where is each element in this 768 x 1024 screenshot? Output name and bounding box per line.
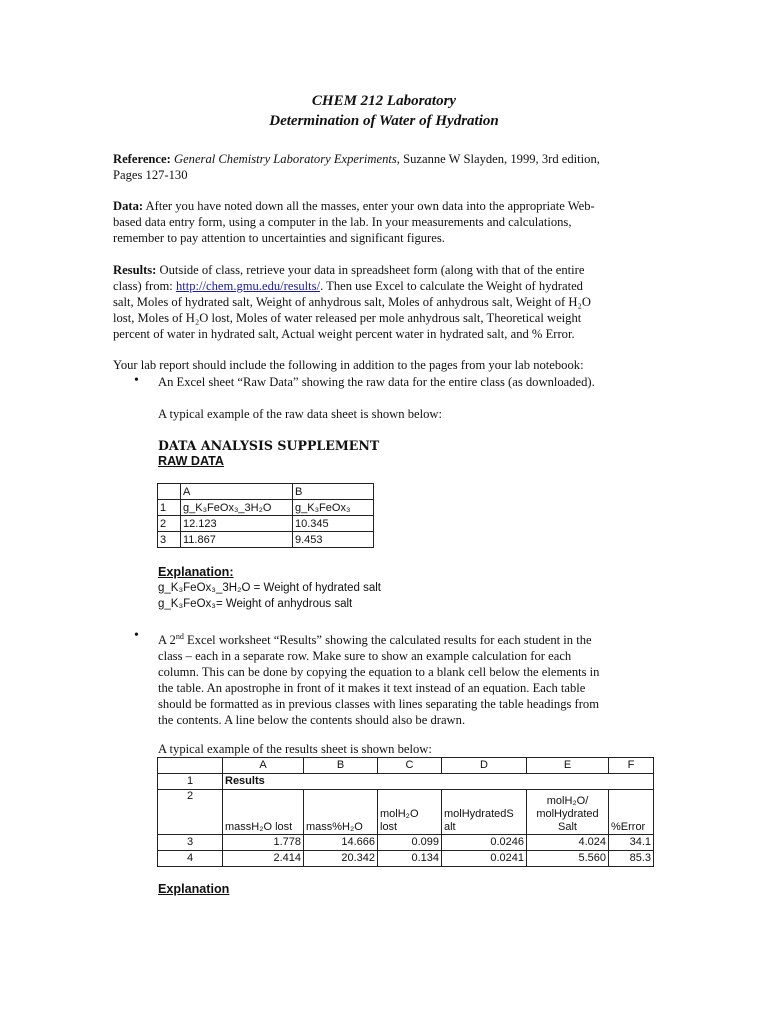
table-cell: B	[304, 758, 378, 774]
table-cell: 5.560	[527, 851, 609, 867]
table-cell: A	[181, 484, 293, 500]
table-cell	[378, 790, 442, 835]
results-table	[157, 757, 654, 867]
table-cell	[442, 790, 527, 835]
table-cell	[158, 484, 181, 500]
table-cell: 3	[158, 835, 223, 851]
results-label: Results:	[113, 263, 157, 277]
course-title: CHEM 212 Laboratory	[311, 93, 457, 109]
table-cell: 0.134	[378, 851, 442, 867]
table-cell: 9.453	[293, 532, 374, 548]
table-cell: mass%H₂O	[304, 790, 378, 835]
data-line-3: remember to pay attention to uncertainties and significant figures.	[113, 231, 445, 245]
table-cell: 85.3	[609, 851, 654, 867]
bullet-2-line-1-pre: A 2	[158, 633, 176, 648]
supplement-heading: DATA ANALYSIS SUPPLEMENT	[158, 438, 380, 453]
reference-label: Reference:	[113, 152, 171, 166]
table-cell: 14.666	[304, 835, 378, 851]
table-cell: 2	[158, 516, 181, 532]
document-title: Determination of Water of Hydration	[269, 113, 499, 129]
bullet-2-superscript: nd	[175, 632, 184, 641]
table-cell: B	[293, 484, 374, 500]
results-line-5: percent of water in hydrated salt, Actual weight percent water in hydrated salt, and % Error.	[113, 327, 575, 341]
header-text: molH₂O	[380, 808, 419, 820]
table-cell: massH₂O lost	[223, 790, 304, 835]
table-row	[158, 774, 654, 790]
table-cell: D	[442, 758, 527, 774]
results-link[interactable]: http://chem.gmu.edu/results/	[175, 279, 321, 293]
table-cell: 1	[158, 500, 181, 516]
table-cell: 4.024	[527, 835, 609, 851]
table-cell: C	[378, 758, 442, 774]
table-cell: g_K₃FeOx₃	[293, 500, 374, 516]
raw-data-heading: RAW DATA	[158, 454, 224, 468]
table-row	[158, 532, 374, 548]
bullet-2-line-5: should be formatted as in previous classes with lines separating the table headings from	[158, 697, 600, 712]
results-line-4: lost, Moles of H₂O lost, Moles of water released per mole anhydrous salt, Theoretical weight	[113, 311, 582, 325]
table-cell: 2	[158, 790, 223, 835]
table-cell: 4	[158, 851, 223, 867]
table-cell: 20.342	[304, 851, 378, 867]
table-cell: 12.123	[181, 516, 293, 532]
table-cell: 34.1	[609, 835, 654, 851]
table-cell: 10.345	[293, 516, 374, 532]
bullet-2-text	[158, 629, 648, 728]
reference-pages: Pages 127-130	[113, 168, 188, 182]
table-cell: 11.867	[181, 532, 293, 548]
results-line-1: Outside of class, retrieve your data in spreadsheet form (along with that of the entire	[156, 263, 585, 277]
table-cell	[158, 758, 223, 774]
table-cell: 2.414	[223, 851, 304, 867]
table-cell: 3	[158, 532, 181, 548]
raw-example-caption: A typical example of the raw data sheet is shown below:	[158, 407, 442, 421]
raw-explanation-line-1: g_K₃FeOx₃_3H₂O = Weight of hydrated salt	[158, 582, 381, 594]
table-cell	[527, 790, 609, 835]
data-paragraph	[113, 198, 648, 246]
report-intro: Your lab report should include the following in addition to the pages from your lab notebook:	[113, 358, 584, 372]
table-cell: A	[223, 758, 304, 774]
bullet-2-line-3: column. This can be done by copying the equation to a blank cell below the elements in	[158, 665, 600, 680]
reference-rest: , Suzanne W Slayden, 1999, 3rd edition,	[396, 152, 600, 166]
table-row	[158, 758, 654, 774]
reference-book: General Chemistry Laboratory Experiments	[173, 152, 397, 166]
results-line-2-post: . Then use Excel to calculate the Weight of hydrated	[320, 279, 583, 293]
table-cell: 1	[158, 774, 223, 790]
bullet-2-line-2: class – each in a separate row. Make sure to show an example calculation for each	[158, 649, 572, 664]
bullet-2-line-6: the contents. A line below the contents should also be drawn.	[158, 713, 466, 728]
raw-explanation-heading: Explanation:	[158, 565, 234, 579]
table-cell: 0.099	[378, 835, 442, 851]
header-text: alt	[444, 821, 456, 833]
table-row	[158, 516, 374, 532]
table-cell: 0.0241	[442, 851, 527, 867]
bullet-1-text: An Excel sheet “Raw Data” showing the raw data for the entire class (as downloaded).	[158, 375, 595, 389]
header-text: molH₂O/	[546, 795, 589, 807]
table-cell: g_K₃FeOx₃_3H₂O	[181, 500, 293, 516]
table-cell: 1.778	[223, 835, 304, 851]
table-cell: Results	[223, 774, 654, 790]
raw-explanation-line-2: g_K₃FeOx₃= Weight of anhydrous salt	[158, 598, 353, 610]
table-cell: %Error	[609, 790, 654, 835]
header-text: molHydrated	[536, 808, 599, 820]
header-text: lost	[380, 821, 398, 833]
table-row	[158, 484, 374, 500]
data-line-2: based data entry form, using a computer in the lab. In your measurements and calculations,	[113, 215, 572, 229]
table-cell: F	[609, 758, 654, 774]
table-cell: E	[527, 758, 609, 774]
header-text: molHydratedS	[444, 808, 514, 820]
results-line-2-pre: class) from:	[113, 279, 176, 293]
data-line-1: After you have noted down all the masses, enter your own data into the appropriate Web-	[143, 199, 595, 213]
table-row	[158, 790, 654, 835]
table-row	[158, 835, 654, 851]
bullet-2-line-1-post: Excel worksheet “Results” showing the calculated results for each student in the	[183, 633, 592, 648]
data-label: Data:	[113, 199, 144, 213]
results-line-3: salt, Moles of hydrated salt, Weight of anhydrous salt, Moles of anhydrous salt, Weight of H₂O	[113, 295, 591, 309]
results-example-caption: A typical example of the results sheet is shown below:	[158, 742, 432, 756]
results-paragraph	[113, 262, 648, 342]
bullet-icon: •	[134, 628, 139, 643]
bullet-icon: •	[134, 373, 139, 388]
table-cell: 0.0246	[442, 835, 527, 851]
results-explanation-heading: Explanation	[158, 882, 230, 896]
reference-paragraph	[113, 151, 648, 183]
table-row	[158, 500, 374, 516]
table-row	[158, 851, 654, 867]
header-text: Salt	[558, 821, 577, 833]
raw-data-table	[157, 483, 374, 548]
bullet-2-line-4: the table. An apostrophe in front of it makes it text instead of an equation. Each table	[158, 681, 586, 696]
